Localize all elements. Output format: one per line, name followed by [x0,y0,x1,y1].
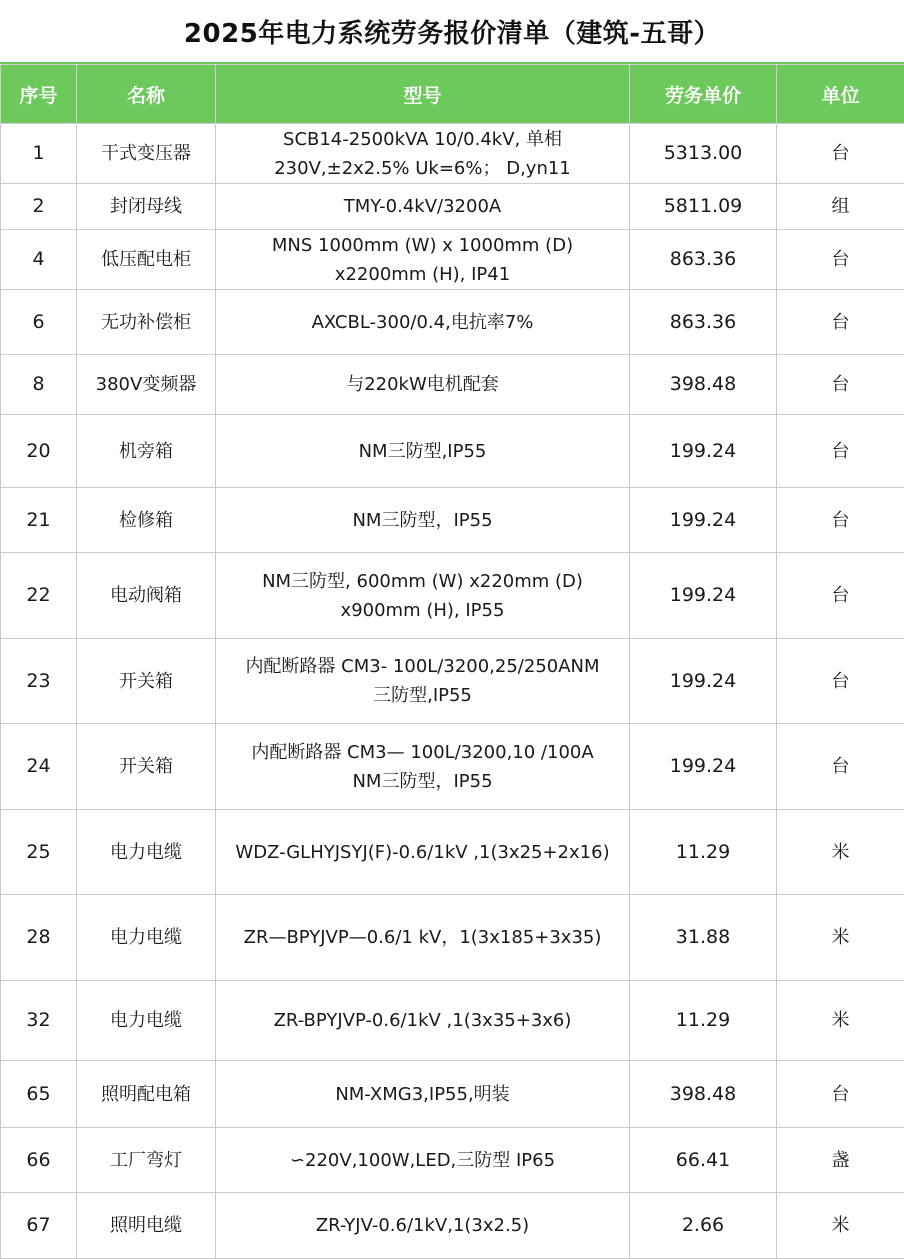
cell-price: 398.48 [630,355,777,415]
cell-model [216,230,630,290]
model-line: TMY-0.4kV/3200A [220,192,625,221]
model-line: ZR-YJV-0.6/1kV,1(3x2.5) [220,1211,625,1240]
cell-unit: 台 [777,1061,904,1128]
table-row [1,415,904,488]
cell-price: 2.66 [630,1193,777,1259]
cell-price: 31.88 [630,895,777,981]
model-line: 内配断路器 CM3— 100L/3200,10 /100A [220,738,625,767]
cell-model [216,355,630,415]
model-line: 内配断路器 CM3- 100L/3200,25/250ANM [220,652,625,681]
model-line: 与220kW电机配套 [220,370,625,399]
cell-no: 67 [1,1193,77,1259]
header-unit: 单位 [777,65,904,124]
cell-no: 20 [1,415,77,488]
cell-name: 开关箱 [77,724,216,810]
cell-name: 检修箱 [77,488,216,553]
cell-unit: 台 [777,415,904,488]
cell-model [216,1193,630,1259]
cell-no: 2 [1,184,77,230]
table-row [1,488,904,553]
model-line: x900mm (H), IP55 [220,596,625,625]
cell-price: 398.48 [630,1061,777,1128]
header-no: 序号 [1,65,77,124]
model-line: NM三防型，IP55 [220,506,625,535]
cell-name: 无功补偿柜 [77,290,216,355]
cell-unit: 台 [777,355,904,415]
cell-model [216,895,630,981]
cell-name: 电动阀箱 [77,553,216,639]
cell-price: 199.24 [630,488,777,553]
cell-model [216,290,630,355]
table-row [1,290,904,355]
cell-no: 65 [1,1061,77,1128]
cell-price: 11.29 [630,981,777,1061]
page-title: 2025年电力系统劳务报价清单（建筑-五哥） [0,0,904,62]
header-name: 名称 [77,65,216,124]
cell-unit: 台 [777,124,904,184]
model-line: NM-XMG3,IP55,明装 [220,1080,625,1109]
cell-name: 低压配电柜 [77,230,216,290]
cell-price: 11.29 [630,810,777,895]
cell-no: 66 [1,1128,77,1193]
cell-unit: 台 [777,639,904,724]
model-line: ZR-BPYJVP-0.6/1kV ,1(3x35+3x6) [220,1006,625,1035]
cell-unit: 米 [777,810,904,895]
table-row [1,1193,904,1259]
cell-no: 24 [1,724,77,810]
cell-name: 照明电缆 [77,1193,216,1259]
cell-model [216,981,630,1061]
cell-unit: 米 [777,1193,904,1259]
header-price: 劳务单价 [630,65,777,124]
cell-model [216,1061,630,1128]
cell-price: 5313.00 [630,124,777,184]
cell-no: 8 [1,355,77,415]
table-row [1,184,904,230]
cell-price: 199.24 [630,724,777,810]
table-row [1,553,904,639]
cell-name: 工厂弯灯 [77,1128,216,1193]
cell-no: 21 [1,488,77,553]
cell-no: 4 [1,230,77,290]
model-line: x2200mm (H), IP41 [220,260,625,289]
cell-unit: 米 [777,981,904,1061]
cell-model [216,724,630,810]
cell-unit: 盏 [777,1128,904,1193]
cell-model [216,639,630,724]
table-row [1,124,904,184]
cell-price: 863.36 [630,290,777,355]
model-line: NM三防型, 600mm (W) x220mm (D) [220,567,625,596]
cell-name: 机旁箱 [77,415,216,488]
model-line: WDZ-GLHYJSYJ(F)-0.6/1kV ,1(3x25+2x16) [220,838,625,867]
cell-price: 199.24 [630,639,777,724]
model-line: MNS 1000mm (W) x 1000mm (D) [220,231,625,260]
cell-no: 25 [1,810,77,895]
cell-unit: 台 [777,488,904,553]
header-row [1,65,904,124]
model-line: SCB14-2500kVA 10/0.4kV, 单相 [220,125,625,154]
table-row [1,230,904,290]
cell-model [216,488,630,553]
model-line: 230V,±2x2.5% Uk=6%； D,yn11 [220,154,625,183]
cell-no: 32 [1,981,77,1061]
cell-name: 电力电缆 [77,981,216,1061]
cell-model [216,184,630,230]
model-line: AXCBL-300/0.4,电抗率7% [220,308,625,337]
cell-price: 199.24 [630,415,777,488]
cell-name: 380V变频器 [77,355,216,415]
model-line: ∽220V,100W,LED,三防型 IP65 [220,1146,625,1175]
cell-unit: 台 [777,230,904,290]
table-row [1,1128,904,1193]
table-row [1,724,904,810]
cell-no: 28 [1,895,77,981]
cell-model [216,810,630,895]
price-table [0,64,904,1259]
header-model: 型号 [216,65,630,124]
cell-unit: 台 [777,724,904,810]
cell-price: 66.41 [630,1128,777,1193]
cell-model [216,415,630,488]
cell-name: 电力电缆 [77,895,216,981]
table-row [1,639,904,724]
cell-name: 干式变压器 [77,124,216,184]
cell-name: 封闭母线 [77,184,216,230]
table-row [1,810,904,895]
table-row [1,895,904,981]
cell-model [216,553,630,639]
table-row [1,1061,904,1128]
cell-name: 开关箱 [77,639,216,724]
cell-no: 22 [1,553,77,639]
model-line: ZR—BPYJVP—0.6/1 kV，1(3x185+3x35) [220,923,625,952]
cell-unit: 组 [777,184,904,230]
cell-name: 照明配电箱 [77,1061,216,1128]
model-line: NM三防型，IP55 [220,767,625,796]
cell-unit: 台 [777,553,904,639]
cell-price: 199.24 [630,553,777,639]
cell-model [216,124,630,184]
model-line: NM三防型,IP55 [220,437,625,466]
table-row [1,355,904,415]
cell-no: 1 [1,124,77,184]
model-line: 三防型,IP55 [220,681,625,710]
cell-price: 5811.09 [630,184,777,230]
cell-unit: 米 [777,895,904,981]
table-row [1,981,904,1061]
cell-no: 6 [1,290,77,355]
cell-price: 863.36 [630,230,777,290]
cell-unit: 台 [777,290,904,355]
cell-name: 电力电缆 [77,810,216,895]
cell-model [216,1128,630,1193]
cell-no: 23 [1,639,77,724]
